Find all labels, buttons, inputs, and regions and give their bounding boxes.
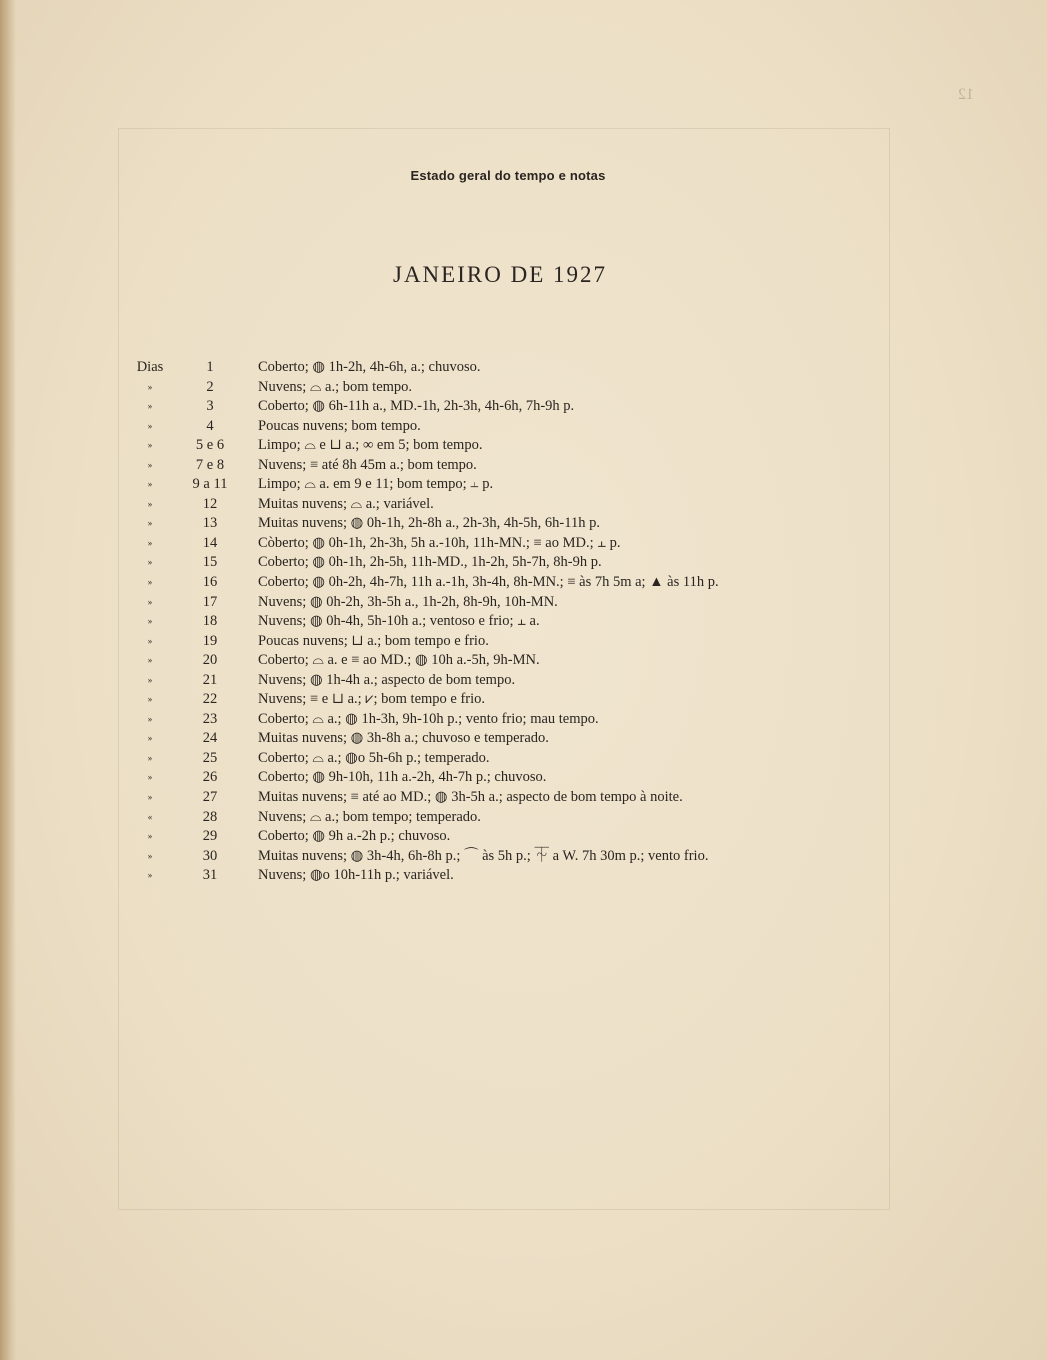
table-row — [0, 378, 1047, 398]
ditto-mark: » — [147, 577, 153, 588]
ditto-mark: » — [147, 655, 153, 666]
day-number: 24 — [202, 730, 218, 747]
day-number: 19 — [202, 632, 218, 649]
ditto-mark: » — [147, 694, 153, 705]
day-number: 29 — [202, 828, 218, 845]
day-number: 13 — [202, 515, 218, 532]
ditto-mark: » — [147, 733, 153, 744]
days-column-label: Dias — [136, 359, 164, 375]
weather-note: Nuvens; ◍ 1h-4h a.; aspecto de bom tempo. — [258, 671, 516, 688]
weather-note: Poucas nuvens; ⊔ a.; bom tempo e frio. — [258, 632, 489, 649]
table-row — [0, 573, 1047, 593]
ditto-mark: » — [147, 596, 153, 607]
weather-note: Nuvens; ⌓ a.; bom tempo. — [258, 378, 413, 395]
table-row — [0, 768, 1047, 788]
day-number: 28 — [202, 808, 218, 825]
day-number: 23 — [202, 710, 218, 727]
weather-note: Coberto; ◍ 0h-2h, 4h-7h, 11h a.-1h, 3h-4h, 8h-MN.; ≡ às 7h 5m a; ▲ às 11h p. — [258, 574, 719, 591]
ditto-mark: « — [147, 811, 153, 822]
ditto-mark: » — [147, 616, 153, 627]
ditto-mark: » — [147, 752, 153, 763]
day-number: 22 — [202, 691, 218, 708]
table-row — [0, 612, 1047, 632]
day-number: 31 — [202, 867, 218, 884]
table-row — [0, 788, 1047, 808]
day-number: 20 — [202, 652, 218, 669]
ditto-mark: » — [147, 459, 153, 470]
ditto-mark: » — [147, 518, 153, 529]
weather-note: Coberto; ⌓ a. e ≡ ao MD.; ◍ 10h a.-5h, 9h-MN. — [258, 652, 540, 669]
ditto-mark: » — [147, 713, 153, 724]
ditto-mark: » — [147, 420, 153, 431]
day-number: 14 — [202, 534, 218, 551]
table-row — [0, 397, 1047, 417]
day-number: 16 — [202, 574, 218, 591]
day-number: 25 — [202, 749, 218, 766]
weather-note: Nuvens; ◍o 10h-11h p.; variável. — [258, 867, 454, 884]
weather-note: Nuvens; ◍ 0h-2h, 3h-5h a., 1h-2h, 8h-9h, 10h-MN. — [258, 593, 558, 610]
weather-note: Muitas nuvens; ◍ 3h-4h, 6h-8h p.; ⌒ às 5h p.; ⏇ a W. 7h 30m p.; vento frio. — [258, 847, 709, 864]
table-row — [0, 808, 1047, 828]
day-number: 18 — [202, 613, 218, 630]
day-number: 1 — [206, 359, 214, 375]
weather-note: Coberto; ◍ 0h-1h, 2h-5h, 11h-MD., 1h-2h, 5h-7h, 8h-9h p. — [258, 554, 602, 571]
weather-note: Poucas nuvens; bom tempo. — [258, 417, 421, 434]
table-row — [0, 417, 1047, 437]
table-row — [0, 749, 1047, 769]
weather-note: Nuvens; ◍ 0h-4h, 5h-10h a.; ventoso e frio; ⫠ a. — [258, 613, 540, 630]
day-number: 2 — [206, 378, 214, 395]
table-row — [0, 651, 1047, 671]
ditto-mark: » — [147, 870, 153, 881]
weather-note: Còberto; ◍ 0h-1h, 2h-3h, 5h a.-10h, 11h-MN.; ≡ ao MD.; ⫠ p. — [258, 534, 621, 551]
weather-note: Coberto; ⌓ a.; ◍o 5h-6h p.; temperado. — [258, 749, 490, 766]
table-row — [0, 729, 1047, 749]
day-number: 5 e 6 — [195, 437, 225, 454]
page-number: 12 — [958, 86, 974, 103]
ditto-mark: » — [147, 772, 153, 783]
weather-note: Muitas nuvens; ◍ 3h-8h a.; chuvoso e temperado. — [258, 730, 549, 747]
ditto-mark: » — [147, 792, 153, 803]
day-number: 3 — [206, 398, 214, 415]
table-row — [0, 514, 1047, 534]
table-row — [0, 553, 1047, 573]
table-row — [0, 534, 1047, 554]
day-number: 21 — [202, 671, 218, 688]
table-row — [0, 866, 1047, 886]
weather-note: Nuvens; ≡ e ⊔ a.; ⩗; bom tempo e frio. — [258, 691, 486, 708]
ditto-mark: » — [147, 674, 153, 685]
weather-note: Nuvens; ≡ até 8h 45m a.; bom tempo. — [258, 456, 477, 473]
day-number: 15 — [202, 554, 218, 571]
weather-log-table — [0, 358, 1047, 886]
table-row — [0, 710, 1047, 730]
ditto-mark: » — [147, 401, 153, 412]
section-subtitle: Estado geral do tempo e notas — [410, 168, 606, 183]
ditto-mark: » — [147, 831, 153, 842]
page-title: JANEIRO DE 1927 — [393, 262, 607, 287]
weather-note: Coberto; ◍ 9h a.-2h p.; chuvoso. — [258, 828, 451, 845]
day-number: 7 e 8 — [195, 456, 225, 473]
weather-note: Coberto; ◍ 1h-2h, 4h-6h, a.; chuvoso. — [258, 359, 481, 375]
table-row — [0, 827, 1047, 847]
ditto-mark: » — [147, 557, 153, 568]
day-number: 27 — [202, 789, 218, 806]
weather-note: Muitas nuvens; ◍ 0h-1h, 2h-8h a., 2h-3h, 4h-5h, 6h-11h p. — [258, 515, 600, 532]
day-number: 12 — [202, 495, 218, 512]
day-number: 26 — [202, 769, 218, 786]
ditto-mark: » — [147, 850, 153, 861]
day-number: 4 — [206, 417, 214, 434]
table-row — [0, 847, 1047, 867]
weather-note: Nuvens; ⌓ a.; bom tempo; temperado. — [258, 808, 481, 825]
table-row — [0, 495, 1047, 515]
table-row — [0, 593, 1047, 613]
weather-note: Muitas nuvens; ⌓ a.; variável. — [258, 495, 434, 512]
ditto-mark: » — [147, 479, 153, 490]
table-row — [0, 632, 1047, 652]
weather-note: Coberto; ⌓ a.; ◍ 1h-3h, 9h-10h p.; vento frio; mau tempo. — [258, 710, 599, 727]
ditto-mark: » — [147, 635, 153, 646]
ditto-mark: » — [147, 537, 153, 548]
day-number: 9 a 11 — [192, 476, 228, 493]
table-row — [0, 475, 1047, 495]
weather-note: Limpo; ⌓ e ⊔ a.; ∞ em 5; bom tempo. — [258, 437, 483, 454]
weather-note: Limpo; ⌓ a. em 9 e 11; bom tempo; ⫠ p. — [258, 476, 494, 493]
table-row — [0, 358, 1047, 378]
ditto-mark: » — [147, 440, 153, 451]
weather-note: Coberto; ◍ 6h-11h a., MD.-1h, 2h-3h, 4h-6h, 7h-9h p. — [258, 398, 575, 415]
table-row — [0, 671, 1047, 691]
table-row — [0, 436, 1047, 456]
day-number: 30 — [202, 847, 218, 864]
day-number: 17 — [202, 593, 218, 610]
ditto-mark: » — [147, 381, 153, 392]
weather-note: Coberto; ◍ 9h-10h, 11h a.-2h, 4h-7h p.; chuvoso. — [258, 769, 547, 786]
table-row — [0, 456, 1047, 476]
weather-note: Muitas nuvens; ≡ até ao MD.; ◍ 3h-5h a.; aspecto de bom tempo à noite. — [258, 789, 683, 806]
table-row — [0, 690, 1047, 710]
ditto-mark: » — [147, 498, 153, 509]
